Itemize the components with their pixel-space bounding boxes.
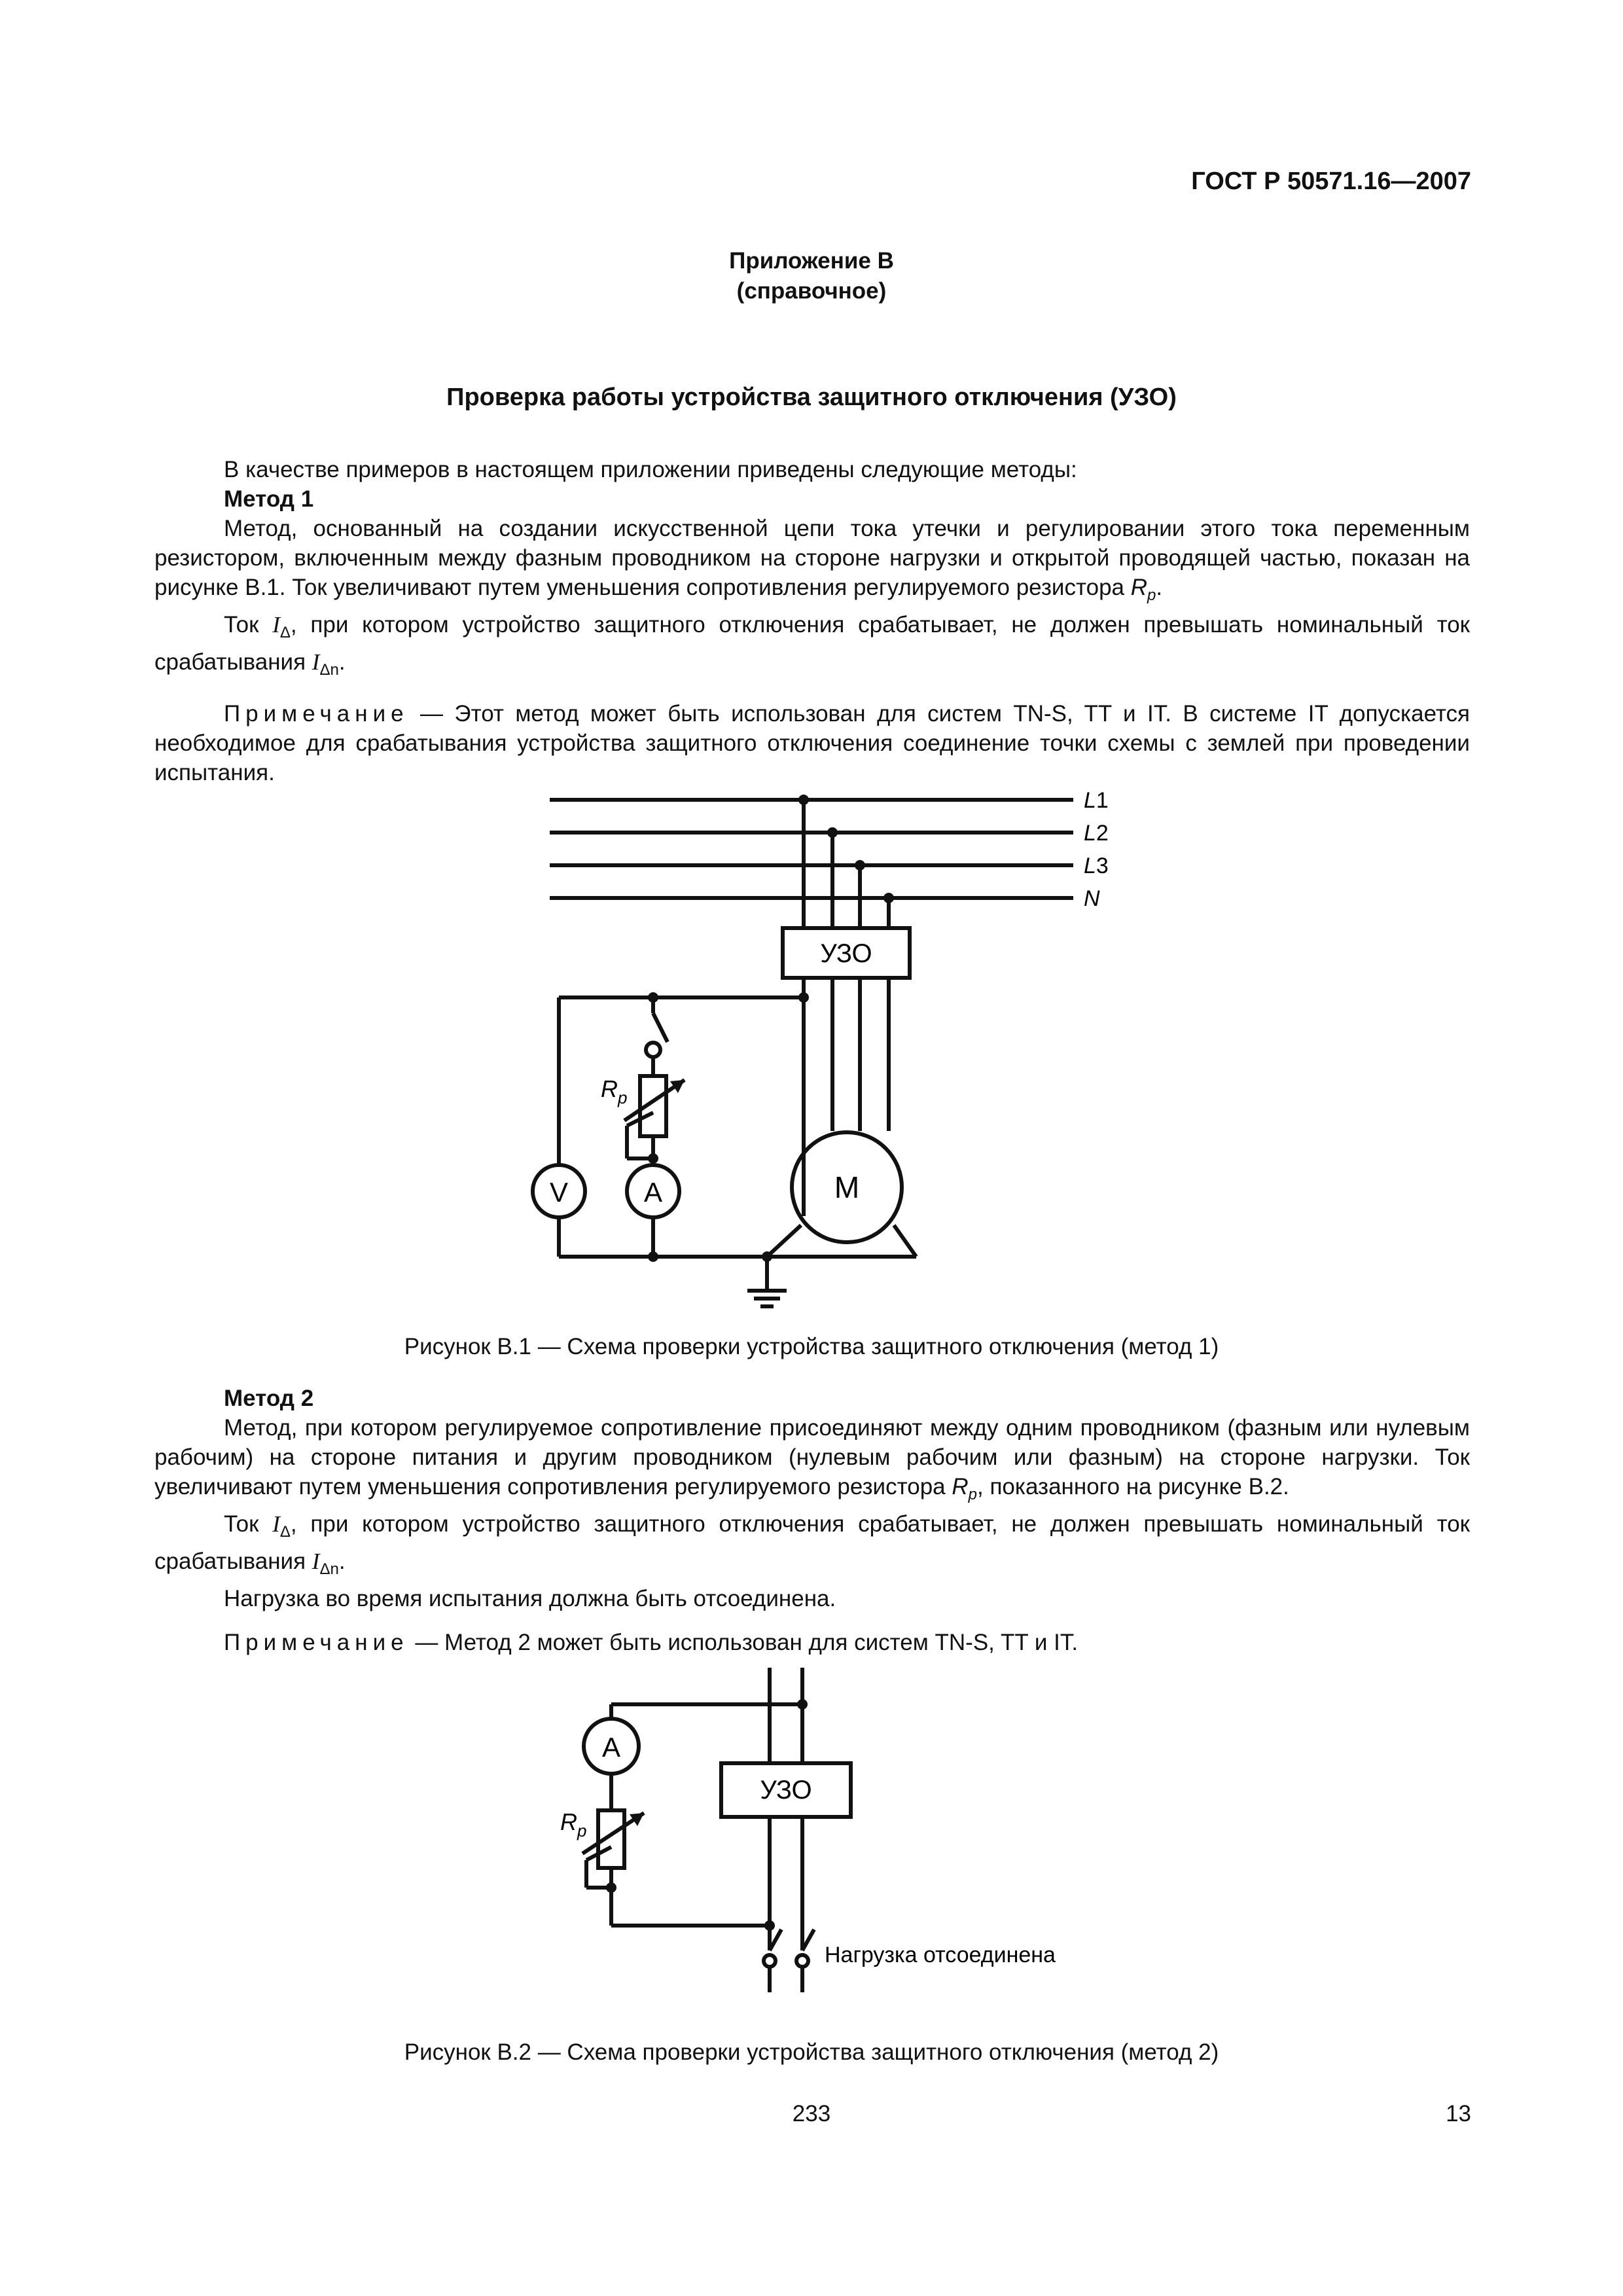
uzo-label: УЗО [820,939,872,968]
rp-label: $R_p$ [601,1075,628,1107]
method2-paragraph-3: Нагрузка во время испытания должна быть отсоединена. [224,1586,836,1611]
ammeter2-label: A [601,1732,621,1763]
voltmeter-label: V [549,1177,569,1208]
method1-paragraph-1: Метод, основанный на создании искусственной цепи тока утечки и регулировании этого тока переменным резистором, включенным между фазным проводником на стороне нагрузки и открытой проводящей частью, показан на рисунке В.1. Ток увеличивают путем уменьшения сопротивления регулируемого резистора $R_p$. [154,516,1470,604]
method2-heading: Метод 2 [224,1386,314,1411]
method1-paragraph-2: Ток $I_\Delta$, при котором устройство защитного отключения срабатывает, не должен превышать номинальный ток срабатывания $I_{\Delta n}$. [154,612,1470,679]
page-number-right: 13 [1446,2101,1471,2126]
rp2-label: $R_p$ [560,1808,587,1840]
figure2-caption: Рисунок В.2 — Схема проверки устройства защитного отключения (метод 2) [404,2039,1219,2065]
method1-note: Примечание — Этот метод может быть использован для систем TN-S, TT и IT. В системе IT допускается необходимое для срабатывания устройства защитного отключения соединение точки схемы с землей при проведении испытания. [154,701,1470,785]
label-l1: L1 [1084,788,1109,813]
label-l3: L3 [1084,853,1109,878]
motor-label: M [834,1170,860,1204]
figure1-caption: Рисунок В.1 — Схема проверки устройства защитного отключения (метод 1) [404,1334,1219,1359]
method2-paragraph-2: Ток $I_\Delta$, при котором устройство защитного отключения срабатывает, не должен превышать номинальный ток срабатывания $I_{\Delta n}$. [154,1511,1470,1578]
annex-label: Приложение В [729,248,894,274]
uzo2-label: УЗО [760,1776,812,1804]
method1-heading: Метод 1 [224,486,314,512]
method2-note: Примечание — Метод 2 может быть использован для систем TN-S, TT и IT. [224,1630,1079,1655]
annex-type: (справочное) [736,278,887,304]
ammeter-label: A [643,1177,663,1208]
method2-paragraph-1: Метод, при котором регулируемое сопротивление присоединяют между одним проводником (фазным или нулевым рабочим) на стороне питания и другим проводником (нулевым рабочим или фазным) на стороне нагрузки. Ток увеличивают путем уменьшения сопротивления регулируемого резистора $R_p$, показанного на рисунке В.2. [154,1415,1470,1503]
page-number-center: 233 [792,2101,831,2126]
label-l2: L2 [1084,821,1109,846]
standard-number: ГОСТ Р 50571.16—2007 [1191,168,1471,195]
section-title: Проверка работы устройства защитного отключения (УЗО) [446,384,1177,411]
label-n: N [1084,886,1100,911]
intro-paragraph: В качестве примеров в настоящем приложении приведены следующие методы: [224,457,1077,482]
load-disconnected-label: Нагрузка отсоединена [825,1943,1056,1967]
